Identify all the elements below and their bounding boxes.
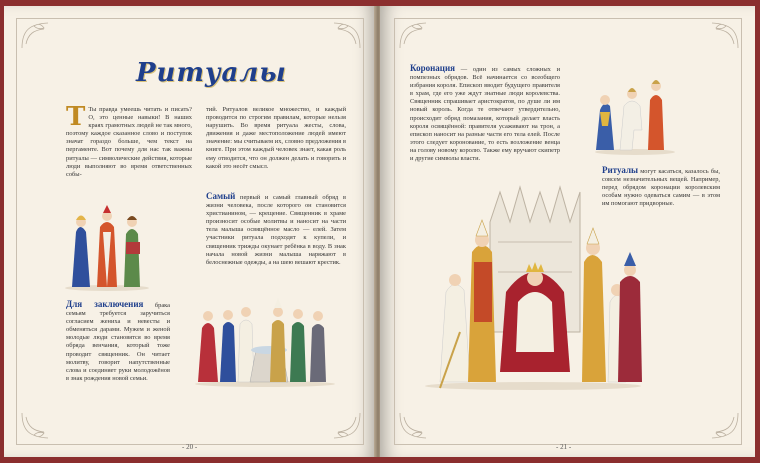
corner-ornament-icon xyxy=(694,411,740,441)
marriage-paragraph xyxy=(66,300,170,383)
corner-ornament-icon xyxy=(316,20,362,50)
rituals-text: могут касаться, казалось бы, совсем незначительных вещей. Например, перед обрядом коронации королевским особам нужно одеваться самим — в этом им помогают придворные. xyxy=(602,168,720,208)
page-title: Ритуалы xyxy=(136,58,287,88)
baptism-illustration xyxy=(190,288,340,388)
right-page xyxy=(380,6,755,457)
marriage-text: брака семьям требуется заручиться согласием жениха и невесты и обменяться дарами. Мужем и женой молодые люди становятся во время обряда венчания, который тоже проводит священник. Он читает молитву, говорит напутственные слова и соединяет руки молодожёнов в знак рождения новой семьи. xyxy=(66,302,170,382)
dressing-illustration xyxy=(590,60,680,156)
corner-ornament-icon xyxy=(694,20,740,50)
coronation-lead: Коронация xyxy=(410,63,456,73)
corner-ornament-icon xyxy=(398,20,444,50)
coronation-text: — один из самых сложных и помпезных обрядов. Всё начинается со всеобщего избрания короля. Епископ вводит будущего правителя в храм, где его уже ждут знатные люди королевства. Священник спрашивает аристократов, по душе ли им новый король. Когда те отвечают утвердительно, происходит обряд помазания, который делает власть короля освящённой: правителя усаживают на трон, а епископ наносит на разные части его тела елей. После этого следует коронование, то есть возложение венца на голову новому королю. Также ему вручают скипетр и другие символы власти. xyxy=(410,66,560,163)
intro-text: Ты правда умеешь читать и писать? О, это ценные навыки! В наших краях грамотных людей не так много, поэтому каждое сказанное слово и поступок значат гораздо больше, чем текст на пергаменте. Вот почему для нас так важны ритуалы — символические действия, которые люди выполняют во время ответственных собы- xyxy=(66,106,192,178)
left-page xyxy=(4,6,376,457)
rituals-paragraph xyxy=(602,166,720,208)
baptism-lead: Самый xyxy=(206,191,236,201)
marriage-lead: Для заключения xyxy=(66,299,144,309)
coronation-paragraph xyxy=(410,64,560,163)
page-number: - 21 - xyxy=(556,443,572,451)
corner-ornament-icon xyxy=(20,20,66,50)
page-number: - 20 - xyxy=(182,443,198,451)
corner-ornament-icon xyxy=(316,411,362,441)
corner-ornament-icon xyxy=(398,411,444,441)
intro-paragraph xyxy=(66,102,192,179)
marriage-illustration xyxy=(62,192,152,292)
coronation-illustration xyxy=(420,182,646,390)
baptism-paragraph xyxy=(206,192,346,267)
corner-ornament-icon xyxy=(20,411,66,441)
baptism-text: первый и самый главный обряд в жизни человека, после которого он становится христианином, — крещение. Священник в храме произносит особые молитвы и наносит на части тела малыша освящённое масло — елей. Затем участники ритуала подходят к купели, и священник трижды окунает ребёнка в воду. В знак начала новой жизни малыша наряжают в белоснежные одежды, а на шею вешают крестик. xyxy=(206,194,346,266)
column-two-paragraph: тий. Ритуалов великое множество, и каждый проводится по строгим правилам, которые нельзя нарушить. Во время ритуала жесты, слова, движения и даже местоположение людей имеют значение: мы считываем их, словно предложения в книге. При этом каждый человек знает, какая роль ему отводится, что он должен делать и говорить и какой это несёт смысл. xyxy=(206,106,346,170)
dropcap: Т xyxy=(66,102,86,132)
rituals-lead: Ритуалы xyxy=(602,165,639,175)
